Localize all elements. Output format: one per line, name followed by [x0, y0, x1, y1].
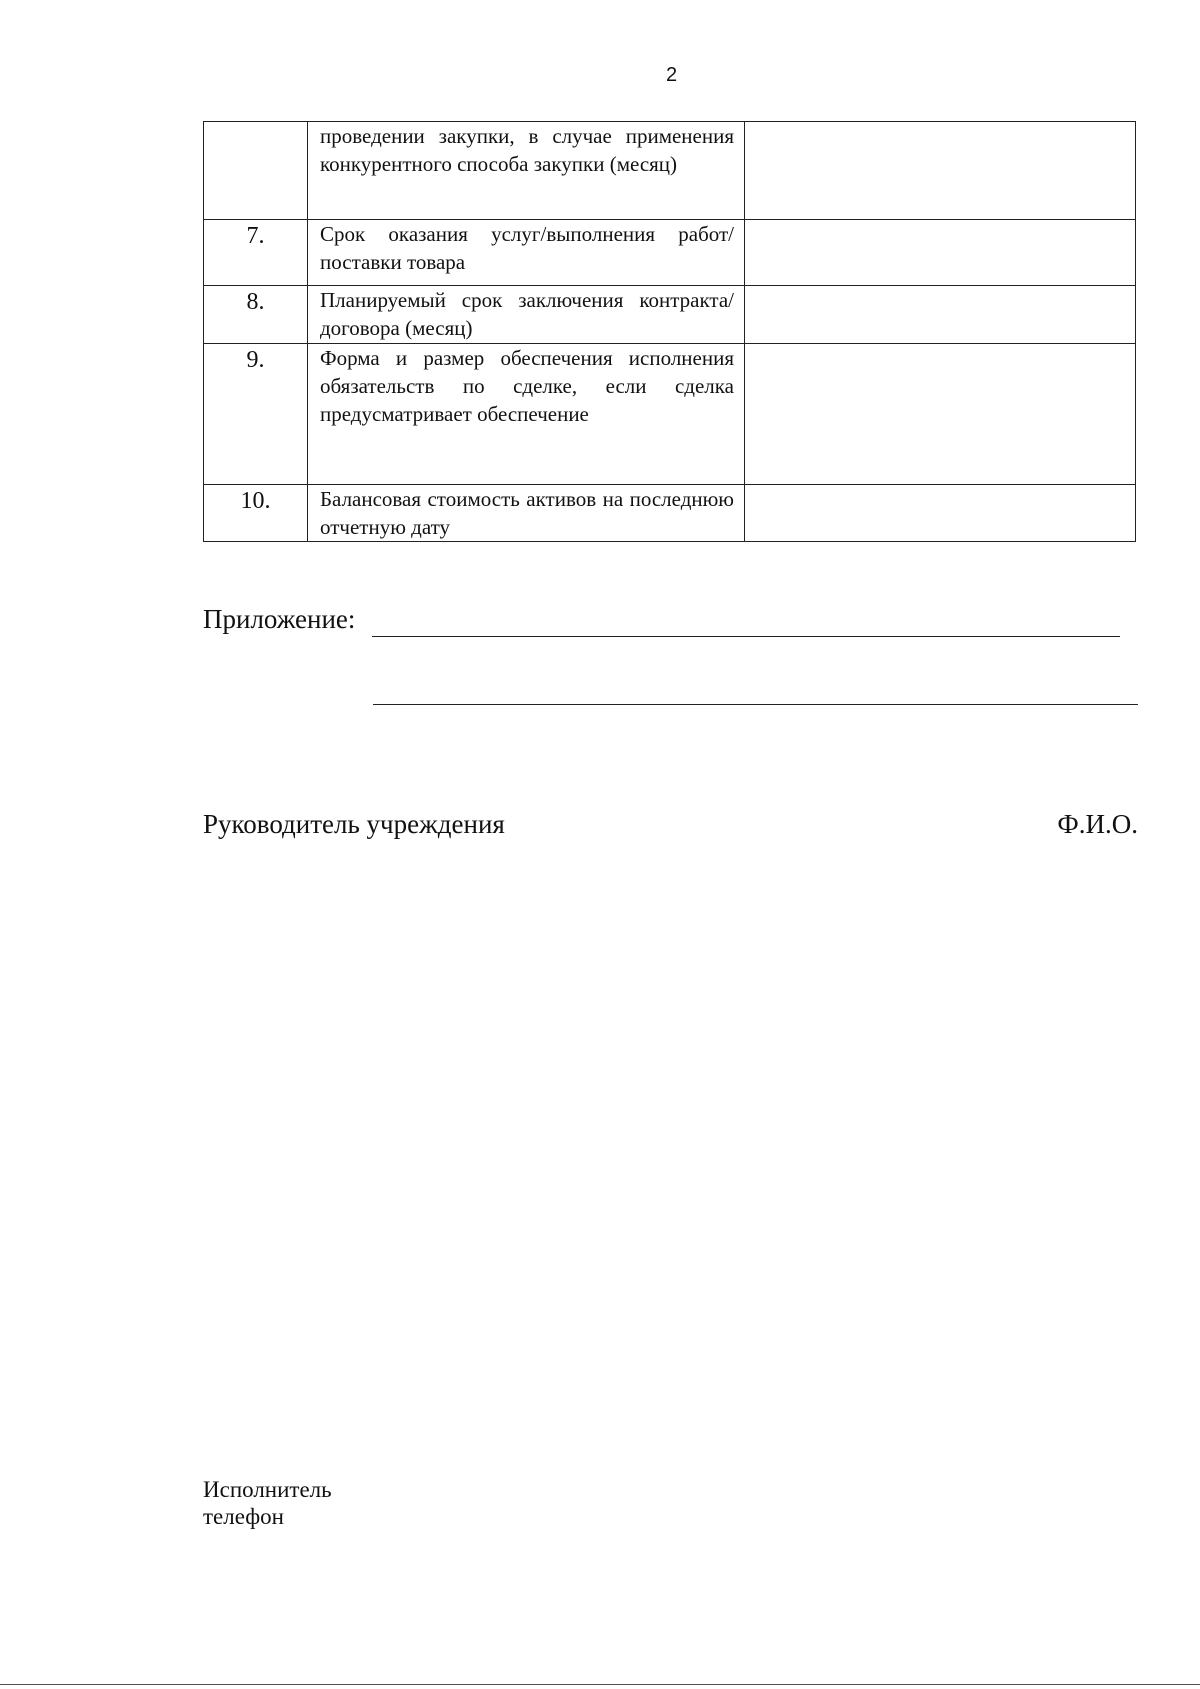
appendix-fill-line [372, 636, 1120, 637]
page-bottom-rule [0, 1684, 1200, 1685]
table-row [204, 286, 1136, 344]
executor-label: Исполнитель [203, 1477, 332, 1502]
appendix-label: Приложение: [203, 604, 356, 634]
row-value [745, 485, 1136, 542]
page-number: 2 [666, 64, 678, 86]
form-table [203, 121, 1136, 542]
row-description: Форма и размер обеспечения исполнения обязательств по сделке, если сделка предусматривает обеспечение [308, 344, 745, 485]
row-value [745, 122, 1136, 220]
row-number: 8. [204, 286, 308, 344]
row-value [745, 344, 1136, 485]
signature-name: Ф.И.О. [1057, 809, 1138, 839]
row-number: 9. [204, 344, 308, 485]
row-description: Балансовая стоимость активов на последнюю отчетную дату [308, 485, 745, 542]
table-row [204, 485, 1136, 542]
row-description: проведении закупки, в случае применения конкурентного способа закупки (месяц) [308, 122, 745, 220]
table-row [204, 344, 1136, 485]
appendix-fill-line [373, 704, 1138, 705]
executor-block [203, 1476, 332, 1530]
row-description: Срок оказания услуг/выполнения работ/ поставки товара [308, 220, 745, 286]
row-number: 7. [204, 220, 308, 286]
signature-position: Руководитель учреждения [203, 809, 505, 839]
row-description: Планируемый срок заключения контракта/договора (месяц) [308, 286, 745, 344]
row-value [745, 220, 1136, 286]
row-number: 10. [204, 485, 308, 542]
table-row [204, 220, 1136, 286]
row-value [745, 286, 1136, 344]
row-number [204, 122, 308, 220]
phone-label: телефон [203, 1504, 284, 1529]
table-row [204, 122, 1136, 220]
